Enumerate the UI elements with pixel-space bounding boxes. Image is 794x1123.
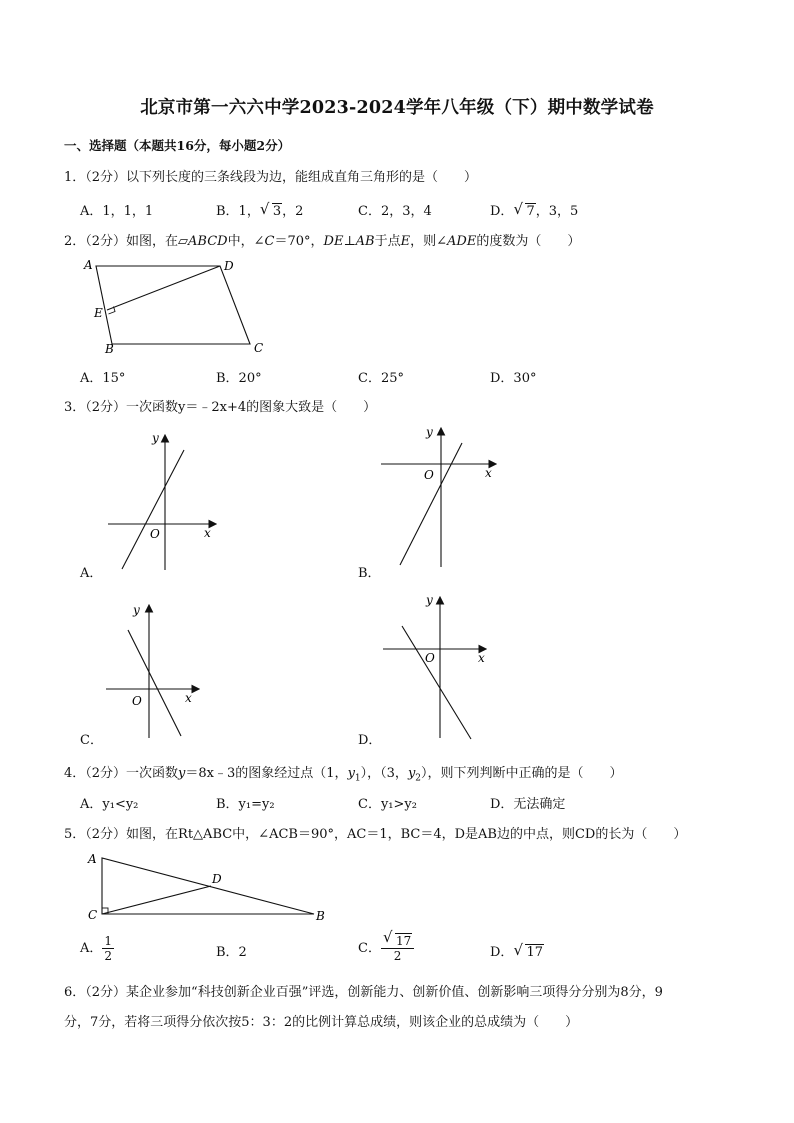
origin-label: O <box>132 694 142 708</box>
q1-option-a: A．1，1，1 <box>80 204 154 219</box>
fraction <box>102 934 114 963</box>
x-label: x <box>185 691 192 705</box>
segment-cd <box>102 886 211 914</box>
q1-option-b <box>216 200 303 219</box>
question-6-line-1: 6．（2分）某企业参加“科技创新企业百强”评选，创新能力、创新价值、创新影响三项得分分别为8分，9 <box>64 985 663 1000</box>
origin-label: O <box>425 651 435 665</box>
q3-option-c: C． <box>80 733 103 748</box>
label-b: B <box>105 342 114 356</box>
q2-var: AB <box>355 234 375 249</box>
sqrt-symbol: √ 3 <box>259 200 282 219</box>
q1-b-radicand: 3 <box>272 204 282 219</box>
question-6-line-2: 分，7分，若将三项得分依次按5：3：2的比例计算总成绩，则该企业的总成绩为（ ） <box>64 1015 579 1030</box>
y-label: y <box>133 603 140 617</box>
q5-option-b: B．2 <box>216 945 247 960</box>
q5-option-a-prefix: A． <box>80 941 103 956</box>
numerator <box>381 928 414 949</box>
question-4-stem <box>64 762 623 784</box>
denominator: 2 <box>393 949 402 963</box>
q1-d-radicand: 7 <box>526 204 535 219</box>
q2-var: DE <box>323 234 344 249</box>
q2-text: 中，∠ <box>227 234 265 249</box>
y-label: y <box>426 425 433 439</box>
y-label: y <box>426 593 433 607</box>
label-c: C <box>254 341 264 355</box>
denominator: 2 <box>104 949 113 963</box>
question-5-stem: 5．（2分）如图，在Rt△ABC中，∠ACB＝90°，AC＝1，BC＝4，D是AB边的中点，则CD的长为（ ） <box>64 827 687 842</box>
q4-text: ＝8x﹣3的图象经过点（1， <box>185 766 348 781</box>
q5-option-c <box>358 928 414 963</box>
numerator: 1 <box>104 934 113 948</box>
q4-text: ），（3， <box>360 766 408 781</box>
sqrt-symbol: √ 17 <box>513 941 543 960</box>
q2-var: ADE <box>447 234 477 249</box>
q2-option-c: C．25° <box>358 371 404 386</box>
label-b: B <box>316 909 325 923</box>
graph-option-d <box>375 592 505 742</box>
sqrt-symbol: √ 7 <box>513 200 535 219</box>
q4-var: y <box>178 766 186 781</box>
q2-option-a: A．15° <box>80 371 126 386</box>
page-title: 北京市第一六六中学2023-2024学年八年级（下）期中数学试卷 <box>140 98 654 118</box>
q4-option-b: B．y₁=y₂ <box>216 797 275 812</box>
section-heading: 一、选择题（本题共16分，每小题2分） <box>64 138 291 153</box>
origin-label: O <box>150 527 160 541</box>
q2-option-b: B．20° <box>216 371 262 386</box>
question-3-stem: 3．（2分）一次函数y＝﹣2x+4的图象大致是（ ） <box>64 400 377 415</box>
origin-label: O <box>424 468 434 482</box>
q2-var: ABCD <box>188 234 228 249</box>
label-d: D <box>212 872 222 886</box>
q2-text: ＝70°， <box>274 234 324 249</box>
q4-option-a: A．y₁<y₂ <box>80 797 139 812</box>
q4-text: 4．（2分）一次函数 <box>64 766 179 781</box>
q4-option-d: D．无法确定 <box>490 797 566 812</box>
q3-option-d: D． <box>358 733 382 748</box>
label-e: E <box>94 306 103 320</box>
label-a: A <box>88 852 97 866</box>
fraction <box>381 928 414 963</box>
q5-option-d-prefix: D． <box>490 945 514 960</box>
function-line <box>122 450 184 569</box>
label-c: C <box>88 908 98 922</box>
q2-text: ⊥ <box>343 234 356 249</box>
q2-text: 2．（2分）如图，在▱ <box>64 234 189 249</box>
q2-text: ，则∠ <box>410 234 448 249</box>
q1-option-d-suffix: ，3，5 <box>535 204 579 219</box>
question-2-stem <box>64 230 580 249</box>
label-a: A <box>84 258 93 272</box>
q4-option-c: C．y₁>y₂ <box>358 797 417 812</box>
q4-var: y <box>407 766 416 781</box>
function-line <box>128 630 181 736</box>
x-label: x <box>485 466 492 480</box>
q2-text: 的度数为（ ） <box>476 234 581 249</box>
q5-option-d <box>490 941 544 960</box>
function-line <box>402 626 471 739</box>
q4-subscript: 1 <box>354 773 361 784</box>
x-label: x <box>478 651 485 665</box>
graph-option-b <box>375 425 505 575</box>
q2-option-d: D．30° <box>490 371 537 386</box>
q5-option-a <box>80 934 114 963</box>
q1-option-b-suffix: ，2 <box>282 204 304 219</box>
q3-option-a: A． <box>80 566 103 581</box>
y-label: y <box>152 431 159 445</box>
radicand: 17 <box>526 945 543 960</box>
segment-de <box>107 266 220 310</box>
question-1-stem: 1．（2分）以下列长度的三条线段为边，能组成直角三角形的是（ ） <box>64 170 478 185</box>
graph-option-c <box>100 600 230 742</box>
q1-option-d <box>490 200 578 219</box>
sqrt-symbol: √ 17 <box>382 928 412 948</box>
q1-option-c: C．2，3，4 <box>358 204 432 219</box>
q4-subscript: 2 <box>415 773 422 784</box>
x-label: x <box>204 526 211 540</box>
right-triangle-figure <box>80 846 330 926</box>
function-line <box>400 443 462 565</box>
parallelogram-figure <box>78 252 278 358</box>
q4-var: y <box>347 766 355 781</box>
q4-text: ），则下列判断中正确的是（ ） <box>421 766 623 781</box>
radicand: 17 <box>395 934 412 948</box>
q5-option-c-prefix: C． <box>358 941 381 956</box>
graph-option-a <box>100 430 230 575</box>
q2-text: 于点 <box>374 234 401 249</box>
label-d: D <box>224 259 234 273</box>
q2-var: E <box>400 234 411 249</box>
q1-option-b-prefix: B．1， <box>216 204 260 219</box>
q2-var: C <box>264 234 275 249</box>
q1-option-d-prefix: D． <box>490 204 514 219</box>
q3-option-b: B． <box>358 566 381 581</box>
